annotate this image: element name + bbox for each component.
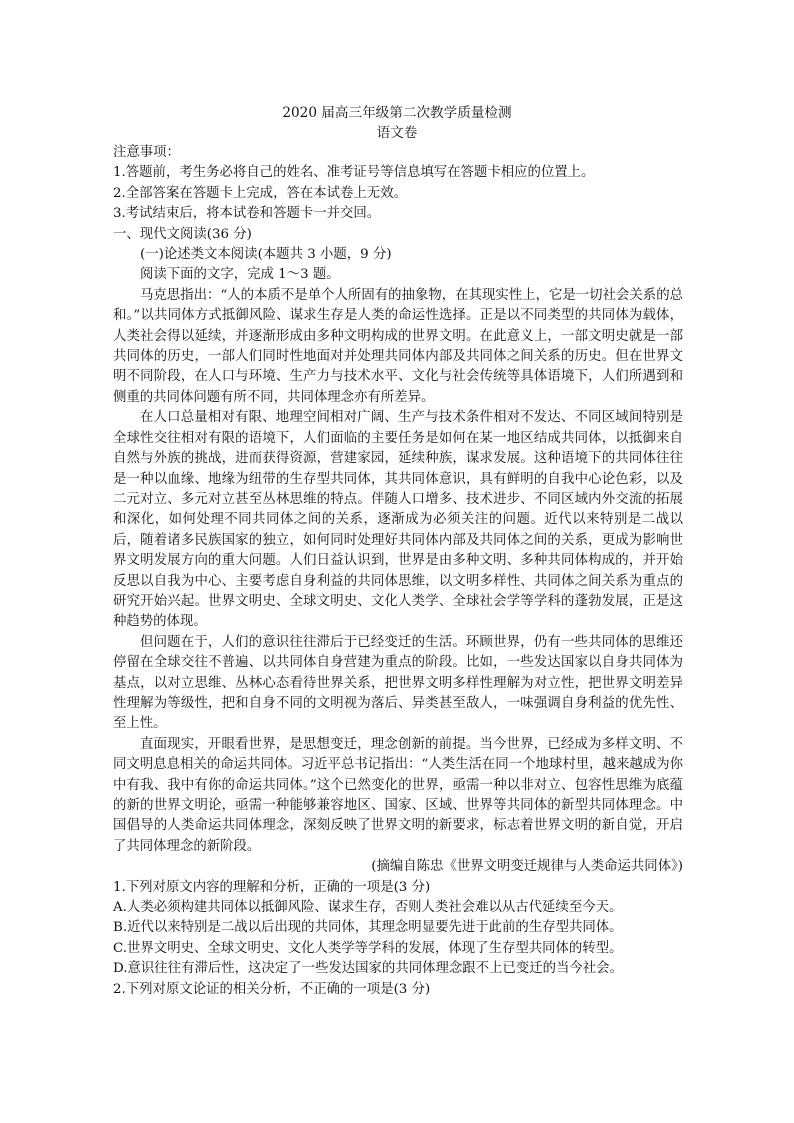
notes-heading: 注意事项： xyxy=(113,145,180,160)
passage-paragraph: 但问题在于，人们的意识往往滞后于已经变迁的生活。环顾世界，仍有一些共同体的思维还停留在全球交往不普遍、以共同体自身营建为重点的阶段。比如，一些发达国家以自身共同体为基点，以对立思维、丛林心态看待世界关系，把世界文明多样性理解为对立性，把世界文明差异性理解为等级性，把和自身不同的文明视为落后、异类甚至敌人，一味强调自身利益的优先性、至上性。 xyxy=(113,634,683,732)
question-option: A.人类必须构建共同体以抵御风险、谋求生存，否则人类社会难以从古代延续至今天。 xyxy=(113,900,623,916)
exam-body xyxy=(113,143,683,1000)
passage-paragraph: 马克思指出：“人的本质不是单个人所固有的抽象物，在其现实性上，它是一切社会关系的总和。”以共同体方式抵御风险、谋求生存是人类的命运性选择。正是以不同类型的共同体为载体，人类社会得以延续，并逐渐形成由多种文明构成的世界文明。在此意义上，一部文明史就是一部共同体的历史，一部人们同时性地面对并处理共同体内部及共同体之间关系的历史。但在世界文明不同阶段，在人口与环境、生产力与技术水平、文化与社会传统等具体语境下，人们所遇到和侧重的共同体问题有所不同，共同体理念亦有所差异。 xyxy=(113,287,683,405)
question-stem: 1.下列对原文内容的理解和分析，正确的一项是(3 分) xyxy=(113,879,431,895)
passage-paragraph: 在人口总量相对有限、地理空间相对广阔、生产与技术条件相对不发达、不同区域间特别是全球性交往相对有限的语境下，人们面临的主要任务是如何在某一地区结成共同体，以抵御来自自然与外族的挑战，进而获得资源，营建家园，延续种族，谋求发展。这种语境下的共同体往往是一种以血缘、地缘为纽带的生存型共同体，其共同体意识，具有鲜明的自我中心论色彩，以及二元对立、多元对立甚至丛林思维的特点。伴随人口增多、技术进步、不同区域内外交流的拓展和深化，如何处理不同共同体之间的关系，逐渐成为必须关注的问题。近代以来特别是二战以后，随着诸多民族国家的独立，如何同时处理好共同体内部及共同体之间的关系，更成为影响世界文明发展方向的重大问题。人们日益认识到，世界是由多种文明、多种共同体构成的，并开始反思以自我为中心、主要考虑自身利益的共同体思维，以文明多样性、共同体之间关系为重点的研究开始兴起。世界文明史、全球文明史、文化人类学、全球社会学等学科的蓬勃发展，正是这种趋势的体现。 xyxy=(113,410,683,630)
note-item: 2.全部答案在答题卡上完成，答在本试卷上无效。 xyxy=(113,185,407,201)
reading-instruction: 阅读下面的文字，完成 1～3 题。 xyxy=(140,267,340,283)
passage-paragraph: 直面现实，开眼看世界，是思想变迁，理念创新的前提。当今世界，已经成为多样文明、不同文明息息相关的命运共同体。习近平总书记指出：“人类生活在同一个地球村里，越来越成为你中有我、我中有你的命运共同体。”这个已然变化的世界，亟需一种以非对立、包容性思维为底蕴的新的世界文明论，亟需一种能够兼容地区、国家、区域、世界等共同体的新型共同体理念。中国倡导的人类命运共同体理念，深刻反映了世界文明的新要求，标志着世界文明的新自觉，开启了共同体理念的新阶段。 xyxy=(113,736,683,854)
section-heading: 一、现代文阅读(36 分) xyxy=(113,226,252,242)
question-stem: 2.下列对原文论证的相关分析，不正确的一项是(3 分) xyxy=(113,981,431,997)
note-item: 3.考试结束后，将本试卷和答题卡一并交回。 xyxy=(113,206,381,222)
exam-title: 2020 届高三年级第二次教学质量检测 xyxy=(282,105,512,121)
note-item: 1.答题前，考生务必将自己的姓名、准考证号等信息填写在答题卡相应的位置上。 xyxy=(113,165,595,181)
subsection-heading: (一)论述类文本阅读(本题共 3 小题，9 分) xyxy=(140,247,392,263)
question-option: B.近代以来特别是二战以后出现的共同体，其理念明显要先进于此前的生存型共同体。 xyxy=(113,920,623,936)
question-option: D.意识往往有滞后性，这决定了一些发达国家的共同体理念跟不上已变迁的当今社会。 xyxy=(113,961,623,977)
exam-subject: 语文卷 xyxy=(376,125,418,141)
question-option: C.世界文明史、全球文明史、文化人类学等学科的发展，体现了生存型共同体的转型。 xyxy=(113,940,623,956)
passage-source: (摘编自陈忠《世界文明变迁规律与人类命运共同体》) xyxy=(371,859,683,875)
